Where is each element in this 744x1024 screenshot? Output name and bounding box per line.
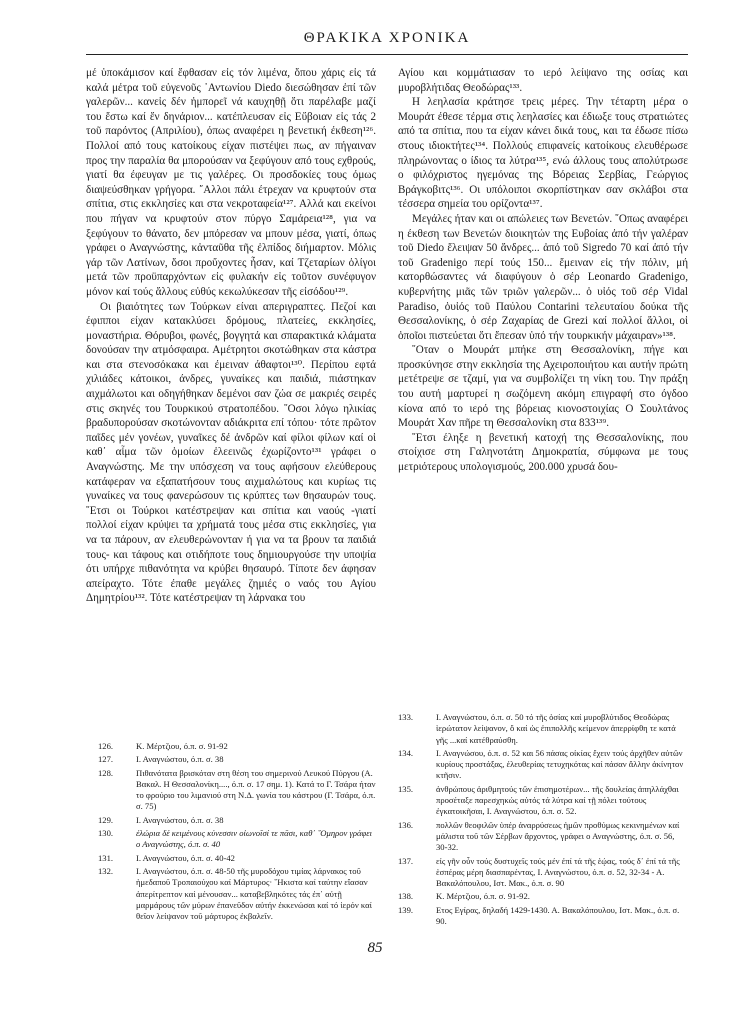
paragraph: Η λεηλασία κράτησε τρεις μέρες. Την τέταρτη μέρα ο Μουράτ έθεσε τέρμα στις λεηλασίες και έδιωξε τους στρατιώτες από τα σπίτια, που τα είχαν κάνει δικά τους, και τα έδωσε πίσω στους ιδιοκτήτες¹³⁴. Πολλούς επιφανείς κατοίκους ελευθέρωσε πληρώνοντας ο ίδιος τα λύτρα¹³⁵, ενώ άλλους τους απολύτρωσε ο φιλόχριστος ηγεμόνας της Βόρειας Σερβίας, Γεώργιος Βράγκοβιτς¹³⁶. Οι υπόλοιποι σκορπίστηκαν σαν σκλάβοι στα τέσσερα σημεία του ορίζοντα¹³⁷. bbox=[398, 96, 688, 211]
footnote bbox=[98, 768, 376, 813]
footnote-number: 136. bbox=[398, 819, 414, 830]
footnote bbox=[98, 866, 376, 922]
footnote-text: Ετος Εγίρας, δηλαδή 1429-1430. Α. Βακαλόπουλου, Ιστ. Μακ., ό.π. σ. 90. bbox=[436, 904, 680, 927]
footnote-number: 132. bbox=[98, 865, 114, 876]
footnote-number: 139. bbox=[398, 904, 414, 915]
footnote-number: 130. bbox=[98, 828, 114, 839]
footnote bbox=[98, 853, 376, 864]
footnote-number: 138. bbox=[398, 891, 414, 902]
paragraph: Μεγάλες ήταν και οι απώλειες των Βενετών. ῞Οπως αναφέρει η έκθεση των Βενετών διοικητών της Ευβοίας ἀπό τήν γαλέραν τοῦ Diedo ἔλειψαν 50 ἄνδρες... ἀπό τοῦ Sigredo 70 καί ἀπό τήν τοῦ Gradenigo περί τούς 150... ἔμειναν εἰς τήν πόλιν, μή κατορθώσαντες νά διαφύγουν ὁ σέρ Leonardo Gradenigo, κυβερνήτης μιᾶς τῶν τριῶν γαλερῶν... ὁ υἱός τοῦ σέρ Vidal Paradiso, ὁυἱός τοῦ Παύλου Contarini τελευταίου δούκα τῆς Θεσσαλονίκης, ὁ σέρ Ζαχαρίας de Grezi καί πολλοί ἄλλοι, οἱ ὁποῖοι πιστεύεται ὅτι ἔπεσαν ὑπό τήν τουρκικήν μάχαιραν»¹³⁸. bbox=[398, 212, 688, 342]
footnote bbox=[398, 905, 688, 928]
footnote bbox=[398, 891, 688, 902]
footnote bbox=[98, 815, 376, 826]
footnote-text: Ι. Αναγνώστου, ό.π. σ. 48-50 τῆς μυροδόχου τιμίας λάρνακος τοῦ ἡμεδαποῦ Τροπαιούχου καί Μάρτυρος· ῞Ηκιστα καί ταύτην εἴασαν ἀπερίτρεπτον καί μένουσαν... καταβεβληκότες τάς ἐπ᾿ αὐτῇ μαρμάρους τῶν μύρων ἐπανεῦδον αὐτήν ἐκκενώσαι καί τό ἱερόν καί θεῖον λείψανον τοῦ μάρτυρος ἐκβαλεῖν. bbox=[136, 865, 372, 922]
footnote-text: Ι. Αναγνώσου, ό.π. σ. 52 και 56 πάσας οἰκίας ἔχειν τούς ἀρχῆθεν αὐτῶν κυρίους προστάξας, ἐλευθερίας τετυχηκότας καί πάσαν ἄλλην ἀκίνητον κτῆσιν. bbox=[436, 747, 684, 781]
footnote bbox=[398, 820, 688, 854]
footnote-text: Ι. Αναγνώστου, ό.π. σ. 50 τό τῆς ὁσίας καί μυροβλύτιδος Θεοδώρας ἱερώτατον λείψανον, ὅ καί ὡς ἐπιπολλῆς κείμενον ἀπερρίφθη τε κατά γῆς ...καί κατέθραύσθη. bbox=[436, 712, 676, 745]
left-column bbox=[86, 66, 376, 606]
footnote bbox=[98, 741, 376, 752]
footnote-number: 134. bbox=[398, 747, 414, 758]
footnote bbox=[398, 712, 688, 746]
footnote-text: πολλῶν θεοφιλῶν ὑπέρ ἀναρρύσεως ἡμῶν προθύμως κεκινημένων καί μάλιστα τοῦ τῶν Σέρβων ἄρχοντος, γράφει ο Αναγνώστης, ό.π. σ. 56, 30-32. bbox=[436, 819, 680, 853]
footnote-number: 135. bbox=[398, 783, 414, 794]
footnote-text: Κ. Μέρτζιου, ό.π. σ. 91-92 bbox=[136, 741, 228, 751]
footnote-text: Ι. Αναγνώστου, ό.π. σ. 38 bbox=[136, 814, 224, 825]
footnotes-right bbox=[398, 712, 688, 929]
footnote bbox=[98, 754, 376, 765]
footnote-number: 128. bbox=[98, 767, 114, 778]
footnote-text: Ι. Αναγνώστου, ό.π. σ. 40-42 bbox=[136, 852, 235, 863]
paragraph: ῞Οταν ο Μουράτ μπήκε στη Θεσσαλονίκη, πήγε και προσκύνησε στην εκκλησία της Αχειροποιήτου και αυτήν πρώτη μετέτρεψε σε τζαμί, για να συμβολίζει τη νίκη του. Την πράξη του αυτή μαρτυρεί η σωζόμενη ακόμη επιγραφή στο όγδοο κίονα από το ιερό της βόρειας κιονοστοιχίας Ο Σουλτάνος Μουράτ Χαν πῆρε τη Θεσσαλονίκη στα 833¹³⁹. bbox=[398, 344, 688, 430]
footnote-number: 127. bbox=[98, 754, 114, 765]
footnote-number: 133. bbox=[398, 712, 414, 722]
footnote bbox=[398, 748, 688, 782]
footnote-text: ἐλώρια δέ κειμένους κύνεσσιν οἰωνοῖσί τε πᾶσι, καθ᾿ ῞Ομηρον γράφει ο Αναγνώστης, ό.π. σ. 40 bbox=[136, 828, 373, 850]
footnote-text: Ι. Αναγνώστου, ό.π. σ. 38 bbox=[136, 754, 224, 765]
footnote-text: Κ. Μέρτζιου, ό.π. σ. 91-92. bbox=[436, 891, 530, 902]
footnote-text: εἰς γῆν οὖν τούς δυστυχεῖς τούς μέν ἐπί τά τῆς ἑῴας, τούς δ᾿ ἐπί τά τῆς ἑσπέρας μέρη διασπαρέντας, Ι. Αναγνώστου, ό.π. σ. 52, 32-34 - Α. Βακαλόπουλου, Ιστ. Μακ., ό.π. σ. 90 bbox=[436, 855, 680, 889]
right-column bbox=[398, 66, 688, 475]
footnote-text: ἀνθρώπους ἀριθμητούς τῶν ἐπισημοτέρων... τῆς δουλείας ἀπηλλάχθαι προσέταξε παρεσχηκώς αὐτός τά λύτρα καί τῇ πόλει τούτους ἐγκατοικῆσαι, Ι. Αναγνώστου, ό.π. σ. 52. bbox=[436, 783, 679, 817]
paragraph: ῞Ετσι έληξε η βενετική κατοχή της Θεσσαλονίκης, που στοίχισε στη Γαληνοτάτη Δημοκρατία, σύμφωνα με τους μετριότερους υπολογισμούς, 200.000 χρυσά δου- bbox=[398, 431, 688, 474]
footnote bbox=[398, 856, 688, 890]
paragraph: μέ ὑποκάμισον καί ἔφθασαν εἰς τόν λιμένα, ὅπου χάρις εἰς τά καλά μέτρα τοῦ εὐγενοῦς ᾿Αντωνίου Diedo διεσώθησαν ἐπί τῶν γαλερῶν... κανεἱς δέν ἠμπορεῖ νά καυχηθῇ ὅτι παρέλαβε μαζί του ἔστω καί ἕν δηνάριον... κατέπλευσαν εἰς Εὔβοιαν εἰς τάς 2 τοῦ παρόντος (Απριλίου), όπως αναφέρει η βενετική έκθεση¹²⁶. Πολλοί από τους κατοίκους είχαν πιστέψει πως, αν πήγαιναν προς την παραλία θα μπορούσαν να ξεφύγουν από τους εχθρούς, γιατί θα έφευγαν με τις γαλέρες. Οι προσδοκίες τους όμως διαψεύσθηκαν γρήγορα. ῎Αλλοι πάλι έτρεχαν να κρυφτούν στα σπίτια, στις εκκλησίες και στα νεκροταφεία¹²⁷. Αλλά και εκείνοι που πήγαν να κρυφτούν στον πύργο Σαμάρεια¹²⁸, για να ξεφύγουν το θάνατο, δεν μπόρεσαν να μπουν μέσα, γιατί, όπως γράφει ο Αναγνώστης, κἀνταῦθα τῆς ἐλπίδος διήμαρτον. Μόλις γάρ τῶν Λατίνων, ὅσοι προὔχοντες ἦσαν, καί Τζεταρίων ὀλίγοι μετά τῶν προϋπαρχόντων εἰς φυλακήν εἰς τοῦτον συνέφυγον μόνον καί τούς ἄλλους εὐθύς κεκωλύκεσαν τῆς εἰσόδου¹²⁹. bbox=[86, 67, 376, 298]
footnote bbox=[98, 828, 376, 851]
footnote-number: 131. bbox=[98, 852, 114, 863]
footnote bbox=[398, 784, 688, 818]
header-rule bbox=[86, 54, 688, 55]
footnote-text: Πιθανότατα βρισκόταν στη θέση του σημερινού Λευκού Πύργου (Α. Βακαλ. Η Θεσσαλονίκη...., ό.π. σ. 17 σημ. 1). Κατά το Γ. Τσάρα ήταν το φρούριο του λιμανιού στη Ν.Δ. γωνία του κάστρου (Γ. Τσάρα, ό.π. σ. 75) bbox=[136, 767, 376, 812]
paragraph: Οι βιαιότητες των Τούρκων είναι απεριγραπτες. Πεζοί και έφιπποι είχαν κατακλύσει δρόμους, πλατείες, εκκλησίες, μοναστήρια. Θόρυβοι, φωνές, βογγητά και σπαρακτικά κλάματα δονούσαν την ατμόσφαιρα. Αμέτρητοι σκοτώθηκαν στα κάστρα και στα στενοσόκακα και έμειναν άθαφτοι¹³⁰. Περίπου εφτά χιλιάδες κάτοικοι, άνδρες, γυναίκες και παιδιά, πιάστηκαν αιχμάλωτοι και οδηγήθηκαν δεμένοι σαν ζώα σε μακριές σειρές στις σκηνές του Τουρκικού στρατοπέδου. ῞Οσοι λόγω ηλικίας βραδυπορούσαν σκοτώνονταν αδιάκριτα επί τόπου· τότε πρῶτον παῖδες μέν γονέων, γυναῖκες δέ ἀνδρῶν καί φίλοι φίλων καί οἱ καθ᾿ αἷμα τῶν ὁμοίων ἐλεεινῶς ἐχωρίζοντο¹³¹ γράφει ο Αναγνώστης. Με την υπόσχεση να τους αφήσουν ελεύθερους κατάφεραν να εξαπατήσουν τους αιχμαλώτους και κυρίως τις γυναίκες να τους φανερώσουν τις κρύπτες των θησαυρών τους. ῞Ετσι οι Τούρκοι κατέστρεψαν και σπίτια και ναούς -γιατί πολλοί είχαν κρύψει τα χρήματά τους μέσα στις εκκλησίες, για να τα πάρουν, αν ελευθερώνονταν ή για να τα βρουν τα παιδιά τους- και τάφους και οτιδήποτε τους δημιουργούσε την υποψία ότι υπήρχε πιθανότητα να κρύβει θησαυρό. Τίποτε δεν άφησαν απείραχτο. Τότε έπαθε μεγάλες ζημιές ο ναός του Αγίου Δημητρίου¹³². Τότε κατέστρεψαν τη λάρνακα του bbox=[86, 300, 376, 605]
page-number: 85 bbox=[367, 940, 383, 956]
paragraph: Αγίου και κομμάτιασαν το ιερό λείψανο της οσίας και μυροβλήτιδας Θεοδώρας¹³³. bbox=[398, 67, 688, 94]
footnote-number: 137. bbox=[398, 855, 414, 866]
footnote-number: 126. bbox=[98, 741, 114, 751]
footnote-number: 129. bbox=[98, 814, 114, 825]
footnotes-left bbox=[98, 741, 376, 924]
running-header: ΘΡΑΚΙΚΑ ΧΡΟΝΙΚΑ bbox=[303, 30, 471, 46]
